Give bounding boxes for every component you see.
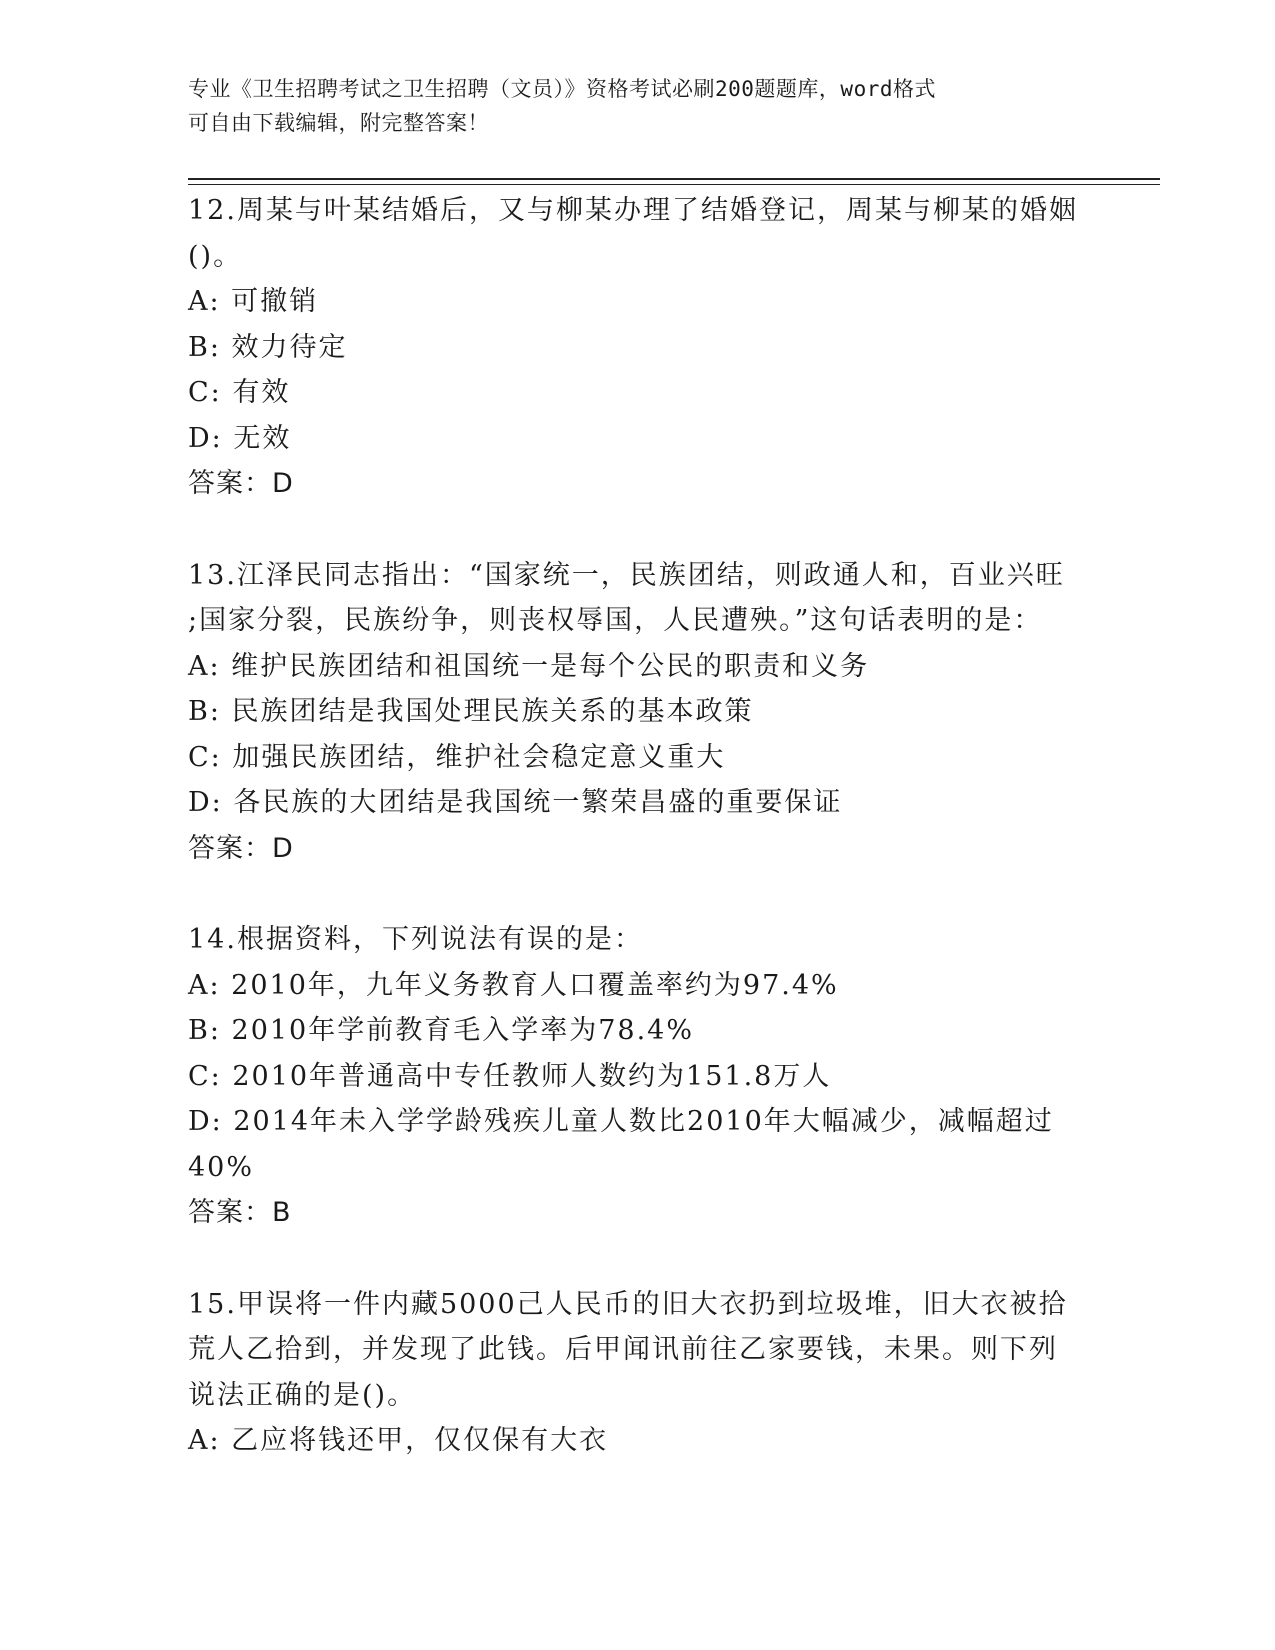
option-c: C: 2010年普通高中专任教师人数约为151.8万人: [188, 1060, 832, 1092]
option-d: D: 2014年未入学学龄残疾儿童人数比2010年大幅减少，减幅超过: [188, 1106, 1054, 1137]
option-a: A: 2010年，九年义务教育人口覆盖率约为97.4%: [188, 969, 839, 1001]
header-rule-thick: [188, 178, 1160, 180]
question-stem: ;国家分裂，民族纷争，则丧权辱国，人民遭殃。”这句话表明的是：: [188, 605, 1043, 636]
header-line-2: 可自由下载编辑，附完整答案！: [188, 111, 489, 135]
question-stem: 15.甲误将一件内藏5000己人民币的旧大衣扔到垃圾堆，旧大衣被拾: [188, 1288, 1068, 1320]
question-15: [188, 1282, 1088, 1464]
option-c: C: 加强民族团结，维护社会稳定意义重大: [188, 741, 726, 773]
option-a: A: 可撤销: [188, 286, 319, 317]
answer-label: 答案：D: [188, 832, 294, 864]
question-stem: 荒人乙拾到，并发现了此钱。后甲闻讯前往乙家要钱，未果。则下列: [188, 1334, 1058, 1365]
question-stem: 14.根据资料，下列说法有误的是：: [188, 924, 643, 955]
option-b: B: 效力待定: [188, 331, 348, 363]
option-d-continued: 40%: [188, 1151, 255, 1183]
header-rule-thin: [188, 184, 1160, 185]
option-a: A: 维护民族团结和祖国统一是每个公民的职责和义务: [188, 650, 870, 682]
option-d: D: 各民族的大团结是我国统一繁荣昌盛的重要保证: [188, 787, 843, 818]
question-stem: 说法正确的是()。: [188, 1379, 417, 1411]
option-b: B: 2010年学前教育毛入学率为78.4%: [188, 1015, 695, 1046]
option-b: B: 民族团结是我国处理民族关系的基本政策: [188, 696, 754, 727]
question-list: [188, 188, 1088, 1510]
question-stem: ()。: [188, 240, 243, 272]
question-13: [188, 553, 1088, 872]
question-stem: 12.周某与叶某结婚后，又与柳某办理了结婚登记，周某与柳某的婚姻: [188, 195, 1078, 226]
option-c: C: 有效: [188, 377, 291, 408]
document-header: [188, 72, 1068, 140]
header-line-1: 专业《卫生招聘考试之卫生招聘（文员）》资格考试必刷200题题库，word格式: [188, 77, 936, 101]
question-14: [188, 917, 1088, 1236]
answer-label: 答案：B: [188, 1197, 292, 1228]
question-stem: 13.江泽民同志指出：“国家统一，民族团结，则政通人和，百业兴旺: [188, 559, 1065, 591]
question-12: [188, 188, 1088, 507]
answer-label: 答案：D: [188, 468, 294, 499]
option-d: D: 无效: [188, 422, 292, 454]
option-a: A: 乙应将钱还甲，仅仅保有大衣: [188, 1425, 609, 1456]
